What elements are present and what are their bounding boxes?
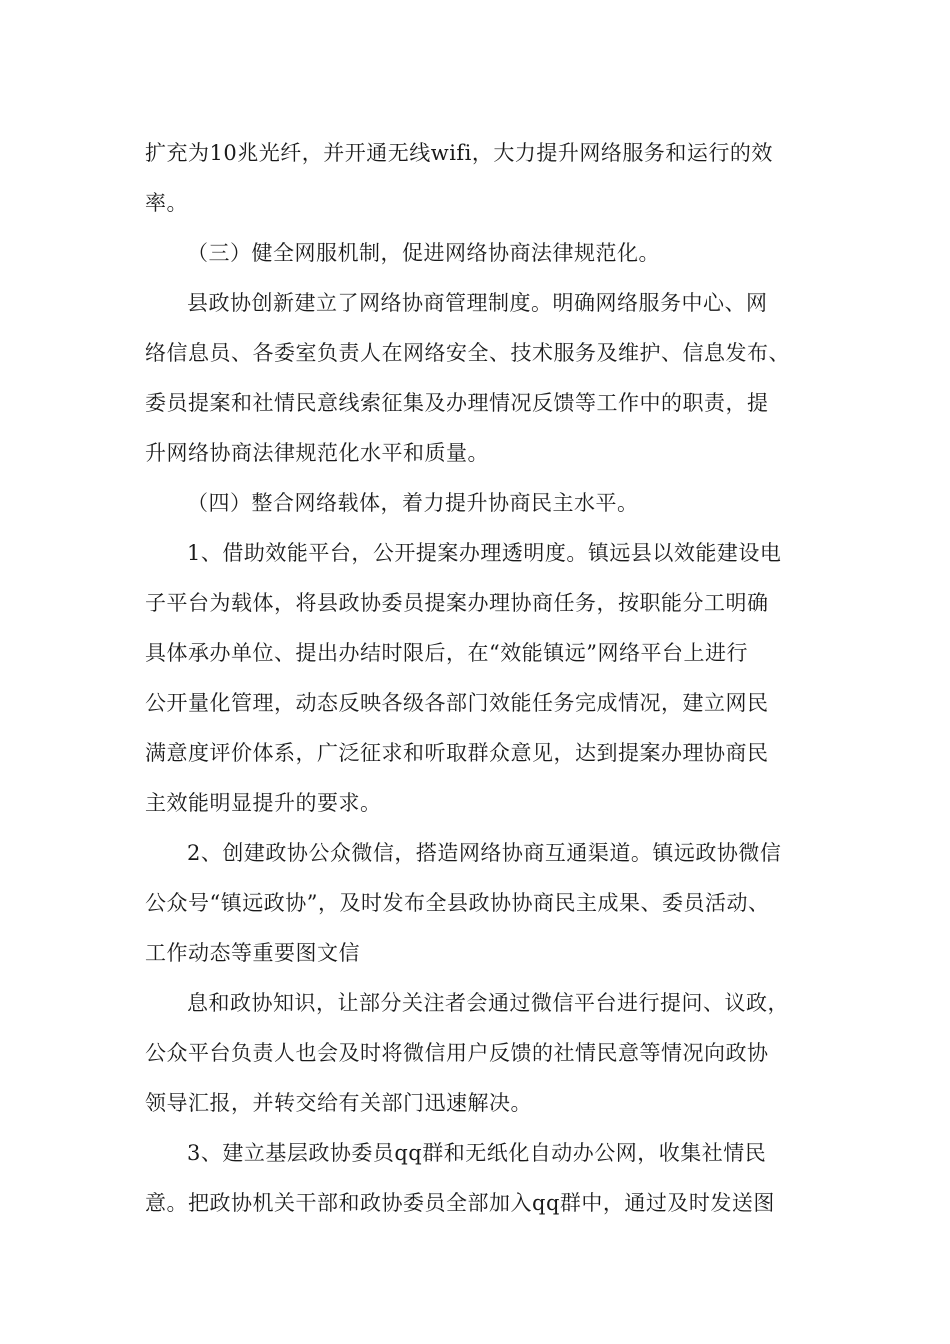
paragraph-line: 委员提案和社情民意线索征集及办理情况反馈等工作中的职责，提 xyxy=(145,391,769,415)
paragraph-line: 公众平台负责人也会及时将微信用户反馈的社情民意等情况向政协 xyxy=(145,1041,769,1065)
paragraph-line: 息和政协知识，让部分关注者会通过微信平台进行提问、议政， xyxy=(187,991,789,1015)
paragraph-line: 公众号“镇远政协”，及时发布全县政协协商民主成果、委员活动、 xyxy=(145,891,770,915)
paragraph-line: 2、创建政协公众微信，搭造网络协商互通渠道。镇远政协微信 xyxy=(187,841,782,865)
paragraph-line: 升网络协商法律规范化水平和质量。 xyxy=(145,441,489,465)
paragraph-line: 3、建立基层政协委员qq群和无纸化自动办公网，收集社情民 xyxy=(187,1141,767,1165)
paragraph-line: 工作动态等重要图文信 xyxy=(145,941,360,965)
paragraph-line: 意。把政协机关干部和政协委员全部加入qq群中，通过及时发送图 xyxy=(145,1191,775,1215)
paragraph-line: 1、借助效能平台，公开提案办理透明度。镇远县以效能建设电 xyxy=(187,541,782,565)
paragraph-line: 公开量化管理，动态反映各级各部门效能任务完成情况，建立网民 xyxy=(145,691,769,715)
paragraph-line: 络信息员、各委室负责人在网络安全、技术服务及维护、信息发布、 xyxy=(145,341,790,365)
paragraph-line: 扩充为10兆光纤，并开通无线wifi，大力提升网络服务和运行的效 xyxy=(145,141,773,165)
paragraph-line: 子平台为载体，将县政协委员提案办理协商任务，按职能分工明确 xyxy=(145,591,769,615)
paragraph-line: 领导汇报，并转交给有关部门迅速解决。 xyxy=(145,1091,532,1115)
paragraph-line: 具体承办单位、提出办结时限后，在“效能镇远”网络平台上进行 xyxy=(145,641,748,665)
section-heading-3: （三）健全网服机制，促进网络协商法律规范化。 xyxy=(187,241,660,265)
paragraph-line: 满意度评价体系，广泛征求和听取群众意见，达到提案办理协商民 xyxy=(145,741,769,765)
section-heading-4: （四）整合网络载体，着力提升协商民主水平。 xyxy=(187,491,639,515)
paragraph-line: 主效能明显提升的要求。 xyxy=(145,791,382,815)
paragraph-line: 县政协创新建立了网络协商管理制度。明确网络服务中心、网 xyxy=(187,291,768,315)
paragraph-line: 率。 xyxy=(145,191,188,215)
